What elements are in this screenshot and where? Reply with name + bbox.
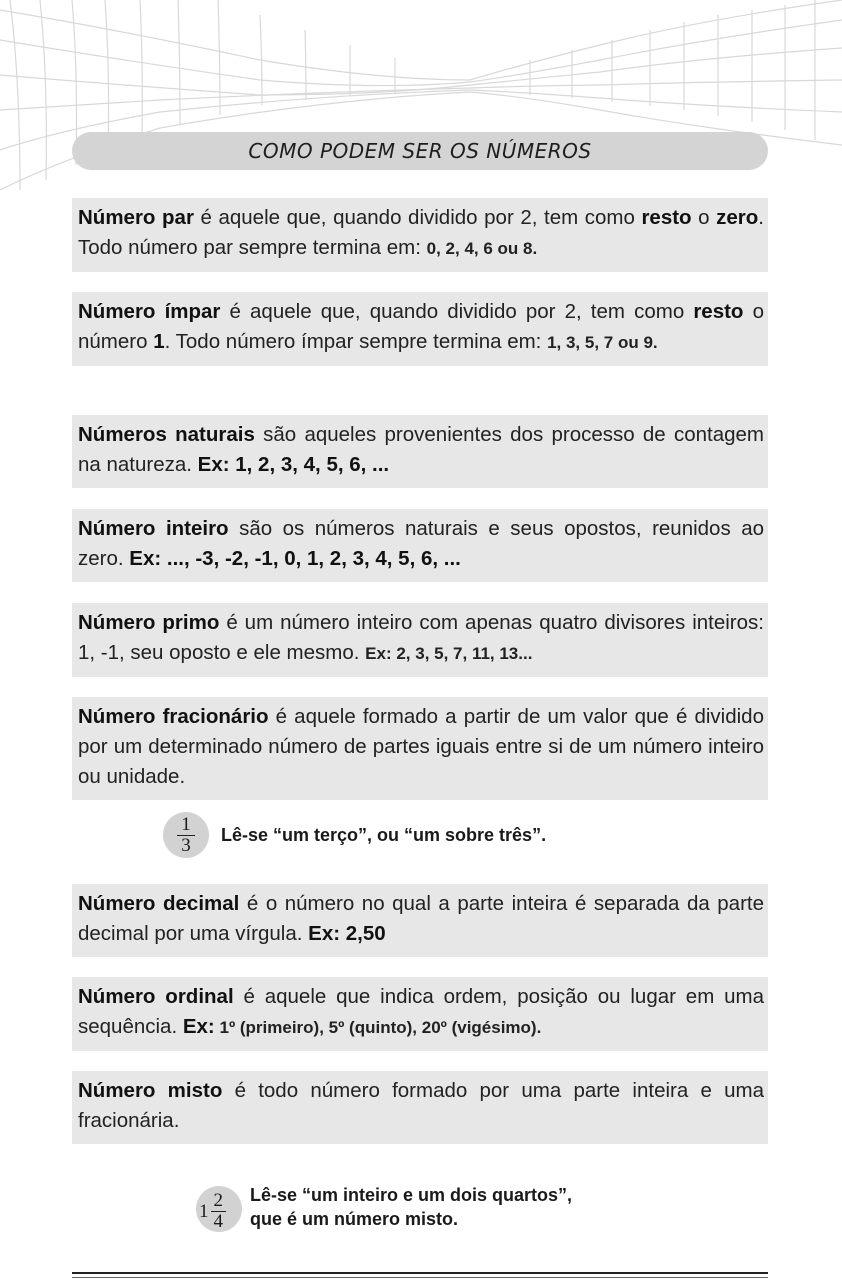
denominator: 4: [213, 1211, 223, 1232]
example: 0, 2, 4, 6 ou 8.: [426, 239, 538, 258]
text: são os números naturais e seus opostos, reunidos ao zero.: [78, 517, 764, 570]
decorative-grid-background: [0, 0, 842, 200]
paragraph-numero-inteiro: [72, 509, 768, 582]
fraction-example: [163, 812, 546, 858]
fraction-circle: [163, 812, 209, 858]
text: é aquele que indica ordem, posição ou lugar em uma sequência.: [78, 985, 764, 1038]
footer-rule-thin: [72, 1277, 768, 1278]
text: o: [691, 206, 717, 229]
mixed-number-circle: [196, 1186, 242, 1232]
term: Número fracionário: [78, 705, 269, 728]
paragraph-numero-decimal: [72, 884, 768, 957]
text: o número: [78, 300, 764, 353]
numerator: 2: [211, 1191, 227, 1212]
bold-word: resto: [641, 206, 692, 229]
paragraph-numero-ordinal: [72, 977, 768, 1051]
term: Número primo: [78, 611, 220, 634]
text: é aquele que, quando dividido por 2, tem como: [193, 206, 642, 229]
footer-rule: [72, 1272, 768, 1274]
paragraph-numero-misto: [72, 1071, 768, 1144]
text: é aquele formado a partir de um valor que é dividido por um determinado número de partes iguais entre si de um número inteiro ou unidade.: [78, 705, 764, 788]
text: é aquele que, quando dividido por 2, tem como: [220, 300, 694, 323]
bold-word: zero: [716, 206, 759, 229]
example: 1, 3, 5, 7 ou 9.: [547, 333, 658, 352]
mixed-example-line1: Lê-se “um inteiro e um dois quartos”,: [250, 1185, 573, 1205]
text: é um número inteiro com apenas quatro divisores inteiros: 1, -1, seu oposto e ele mesmo.: [78, 611, 764, 664]
whole-part: 1: [199, 1200, 209, 1222]
example: Ex: 2,50: [308, 922, 386, 945]
term: Número ímpar: [78, 300, 221, 323]
bold-word: 1: [153, 330, 165, 353]
text: é todo número formado por uma parte inteira e uma fracionária.: [78, 1079, 764, 1132]
text: é o número no qual a parte inteira é separada da parte decimal por uma vírgula.: [78, 892, 765, 945]
paragraph-numero-fracionario: [72, 697, 768, 800]
section-title-bar: [72, 132, 768, 170]
fraction-one-third: [163, 815, 209, 856]
example-label: Ex:: [182, 1015, 215, 1038]
example: Ex: 1, 2, 3, 4, 5, 6, ...: [197, 453, 390, 476]
fraction-example-text: Lê-se “um terço”, ou “um sobre três”.: [221, 825, 547, 845]
example: Ex: 2, 3, 5, 7, 11, 13...: [365, 644, 533, 663]
example: Ex: ..., -3, -2, -1, 0, 1, 2, 3, 4, 5, 6, ...: [129, 547, 461, 570]
paragraph-numero-primo: [72, 603, 768, 677]
term: Número par: [78, 206, 194, 229]
mixed-example-text: [250, 1183, 572, 1231]
text: . Todo número ímpar sempre termina em:: [164, 330, 548, 353]
mixed-number: [199, 1191, 226, 1232]
paragraph-numeros-naturais: [72, 415, 768, 488]
term: Número decimal: [78, 892, 240, 915]
denominator: 3: [181, 835, 191, 856]
term: Números naturais: [78, 423, 255, 446]
term: Número inteiro: [78, 517, 229, 540]
numerator: 1: [177, 815, 195, 836]
paragraph-numero-par: [72, 198, 768, 272]
bold-word: resto: [693, 300, 744, 323]
paragraph-numero-impar: [72, 292, 768, 366]
example: 1º (primeiro), 5º (quinto), 20º (vigésimo).: [214, 1018, 542, 1037]
text: . Todo número par sempre termina em:: [78, 206, 764, 259]
term: Número misto: [78, 1079, 223, 1102]
term: Número ordinal: [78, 985, 234, 1008]
mixed-example-line2: que é um número misto.: [250, 1209, 459, 1229]
mixed-number-example: [196, 1186, 572, 1232]
text: são aqueles provenientes dos processo de contagem na natureza.: [78, 423, 764, 476]
section-title: COMO PODEM SER OS NÚMEROS: [248, 139, 592, 163]
